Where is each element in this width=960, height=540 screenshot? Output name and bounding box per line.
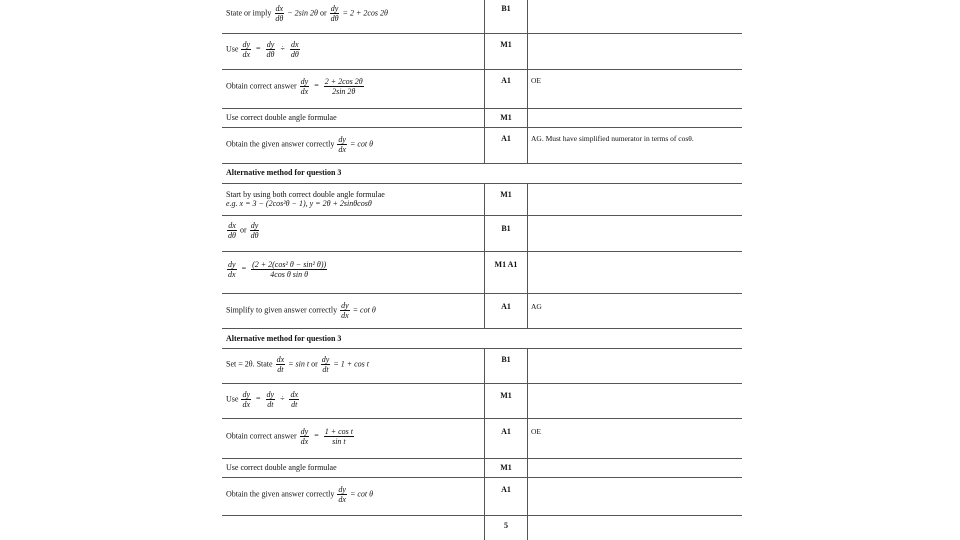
derivative-fraction: $\frac{dy}{dx}$ bbox=[242, 390, 251, 409]
guidance-note: AG bbox=[531, 302, 542, 311]
row-description bbox=[226, 135, 373, 154]
derivative-fraction: $\frac{dy}{dt}$ bbox=[321, 355, 330, 374]
mark-code: M1 bbox=[500, 190, 512, 199]
expression-fraction: $\frac{2 + 2\cos 2\theta}{2\sin 2\theta}$ bbox=[324, 77, 363, 96]
derivative-fraction: $\frac{dy}{d\theta}$ bbox=[330, 4, 339, 23]
mark-code: A1 bbox=[501, 76, 511, 85]
math-expression: − 2sin 2θ bbox=[287, 8, 318, 18]
guidance-note: AG. Must have simplified numerator in terms of cosθ. bbox=[531, 134, 694, 143]
mark-code: A1 bbox=[501, 485, 511, 494]
derivative-fraction: $\frac{dy}{dx}$ bbox=[341, 301, 349, 320]
math-expression: = cot θ bbox=[349, 139, 374, 149]
derivative-fraction: $\frac{dy}{dx}$ bbox=[228, 260, 236, 279]
row-divider bbox=[222, 183, 742, 184]
mark-code: B1 bbox=[501, 4, 511, 13]
column-divider-marks bbox=[484, 348, 485, 540]
row-divider bbox=[222, 383, 742, 384]
connector-text: or bbox=[239, 225, 247, 235]
guidance-note: OE bbox=[531, 427, 541, 436]
derivative-fraction: $\frac{dx}{d\theta}$ bbox=[290, 40, 299, 59]
mark-code: A1 bbox=[501, 427, 511, 436]
math-expression: = sin t bbox=[288, 359, 310, 369]
derivative-fraction: $\frac{dy}{d\theta}$ bbox=[250, 221, 259, 240]
section-heading: Alternative method for question 3 bbox=[226, 168, 342, 177]
row-divider bbox=[222, 293, 742, 294]
column-divider-guidance bbox=[527, 183, 528, 328]
mark-code: M1 bbox=[500, 463, 512, 472]
row-divider bbox=[222, 33, 742, 34]
math-expression: = 2 + 2cos 2θ bbox=[342, 8, 388, 18]
row-description: Use $\frac{dy}{dx}$ = $\frac{dy}{dt}$ ÷ $\frac{dx}{dt}$ bbox=[226, 390, 299, 409]
description-text: Obtain correct answer bbox=[226, 431, 297, 441]
description-text: Obtain the given answer correctly bbox=[226, 489, 335, 499]
description-text: State or imply bbox=[226, 8, 272, 18]
description-text: Obtain correct answer bbox=[226, 81, 297, 91]
row-divider bbox=[222, 163, 742, 164]
description-text: Start by using both correct double angle formulae bbox=[226, 190, 385, 199]
row-description bbox=[226, 221, 261, 240]
row-divider bbox=[222, 328, 742, 329]
description-text: Simplify to given answer correctly bbox=[226, 305, 338, 315]
expression-fraction: $\frac{\text{(2 + 2(cos² θ − sin² θ))}}{\text{4cos θ sin θ}}$ bbox=[252, 260, 327, 279]
row-description bbox=[226, 301, 376, 320]
math-expression: = cot θ bbox=[352, 305, 376, 315]
math-expression: = cot θ bbox=[349, 489, 374, 499]
derivative-fraction: $\frac{dx}{d\theta}$ bbox=[228, 221, 236, 240]
derivative-fraction: $\frac{dx}{d\theta}$ bbox=[275, 4, 284, 23]
row-divider bbox=[222, 477, 742, 478]
row-divider bbox=[222, 458, 742, 459]
row-divider bbox=[222, 69, 742, 70]
row-divider bbox=[222, 108, 742, 109]
derivative-fraction: $\frac{dy}{dx}$ bbox=[338, 135, 346, 154]
row-divider bbox=[222, 515, 742, 516]
row-description bbox=[226, 485, 373, 504]
description-text: Use bbox=[226, 44, 239, 54]
column-divider-guidance bbox=[527, 0, 528, 163]
connector-text: or bbox=[319, 8, 327, 18]
description-text: Use bbox=[226, 394, 239, 404]
derivative-fraction: $\frac{dy}{dx}$ bbox=[300, 427, 309, 446]
guidance-note: OE bbox=[531, 76, 541, 85]
mark-code: B1 bbox=[501, 224, 511, 233]
expression-fraction: $\frac{\text{1 + cos t}}{\text{sin t}}$ bbox=[324, 427, 354, 446]
mark-code: M1 A1 bbox=[494, 260, 518, 269]
derivative-fraction: $\frac{dy}{d\theta}$ bbox=[266, 40, 275, 59]
mark-code: M1 bbox=[500, 113, 512, 122]
connector-text: or bbox=[311, 359, 318, 369]
row-description bbox=[226, 190, 385, 208]
derivative-fraction: $\frac{dy}{dx}$ bbox=[242, 40, 251, 59]
row-divider bbox=[222, 418, 742, 419]
row-description: Use correct double angle formulae bbox=[226, 463, 337, 472]
row-divider bbox=[222, 215, 742, 216]
row-description bbox=[226, 355, 369, 374]
derivative-fraction: $\frac{dy}{dx}$ bbox=[300, 77, 309, 96]
row-divider bbox=[222, 127, 742, 128]
total-marks: 5 bbox=[504, 521, 508, 530]
mark-code: A1 bbox=[501, 134, 511, 143]
description-text: Obtain the given answer correctly bbox=[226, 139, 335, 149]
row-divider bbox=[222, 251, 742, 252]
row-description: $\frac{dy}{dx}$ = $\frac{\text{(2 + 2(cos² θ − sin² θ))}}{\text{4cos θ sin θ}}$ bbox=[228, 260, 327, 279]
row-description: Use correct double angle formulae bbox=[226, 113, 337, 122]
column-divider-guidance bbox=[527, 348, 528, 540]
math-expression: = 1 + cos t bbox=[333, 359, 370, 369]
mark-code: A1 bbox=[501, 302, 511, 311]
row-description: Obtain correct answer $\frac{dy}{dx}$ = $\frac{\text{1 + cos t}}{\text{sin t}}$ bbox=[226, 427, 354, 446]
derivative-fraction: $\frac{dy}{dx}$ bbox=[338, 485, 346, 504]
mark-code: M1 bbox=[500, 40, 512, 49]
row-description: Use $\frac{dy}{dx}$ = $\frac{dy}{d\theta}$ ÷ $\frac{dx}{d\theta}$ bbox=[226, 40, 299, 59]
mark-code: M1 bbox=[500, 391, 512, 400]
mark-code: B1 bbox=[501, 355, 511, 364]
math-expression: e.g. x = 3 − (2cos²θ − 1), y = 2θ + 2sinθcosθ bbox=[226, 199, 372, 208]
derivative-fraction: $\frac{dx}{dt}$ bbox=[276, 355, 285, 374]
row-description bbox=[226, 4, 388, 23]
row-description: Obtain correct answer $\frac{dy}{dx}$ = $\frac{2 + 2\cos 2\theta}{2\sin 2\theta}$ bbox=[226, 77, 363, 96]
derivative-fraction: $\frac{dx}{dt}$ bbox=[290, 390, 299, 409]
derivative-fraction: $\frac{dy}{dt}$ bbox=[266, 390, 275, 409]
section-heading: Alternative method for question 3 bbox=[226, 334, 342, 343]
row-divider bbox=[222, 348, 742, 349]
description-text: Set = 2θ. State bbox=[226, 359, 273, 369]
